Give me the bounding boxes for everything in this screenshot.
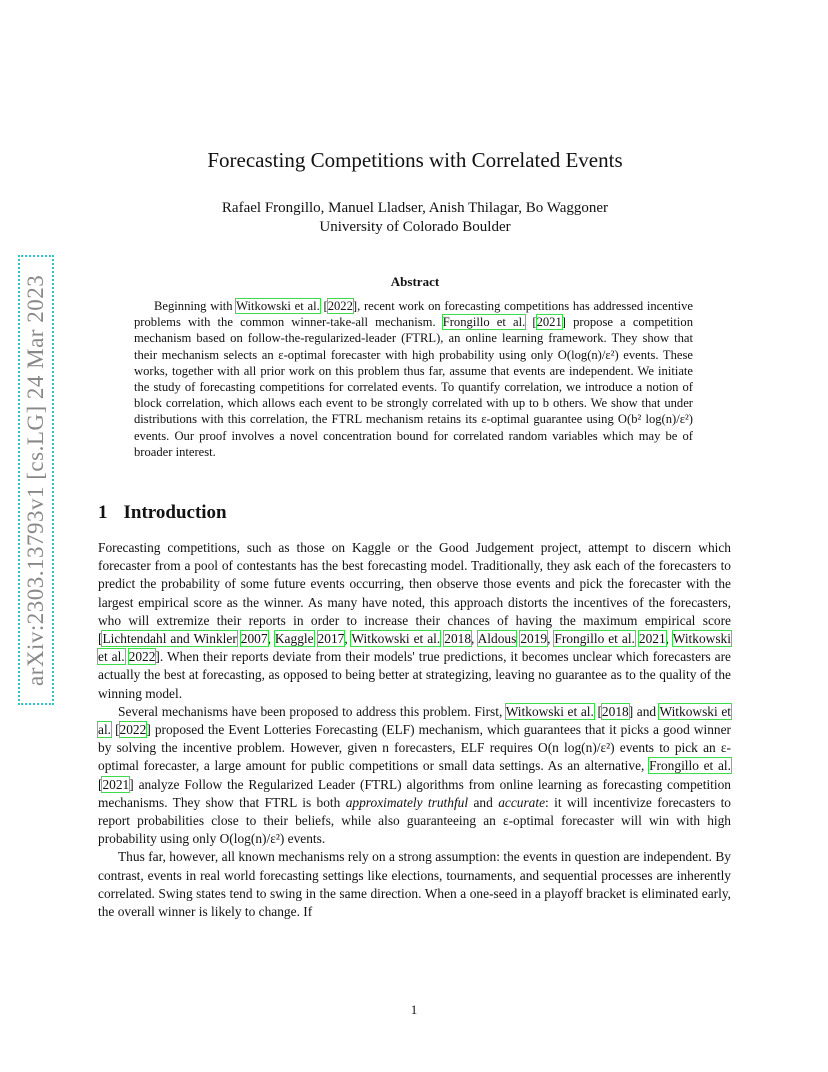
text-run: [ <box>98 776 103 792</box>
text-run: , <box>665 631 673 647</box>
paragraph-3 <box>98 848 731 921</box>
citation-link[interactable]: Witkowski et al. <box>236 299 320 313</box>
text-run: , <box>267 631 275 647</box>
section-number: 1 <box>98 502 108 523</box>
text-run: Beginning with <box>154 299 237 313</box>
text-run: ], recent work on forecasting competitions has addressed incentive problems with the common winner-take-all mechanism. <box>134 299 694 330</box>
citation-link[interactable]: Frongillo et al. <box>442 315 526 330</box>
text-run: ] analyze Follow the Regularized Leader (FTRL) algorithms from online learning as forecasting competition mechanisms. They show that FTRL is both <box>98 776 731 810</box>
text-run: ] and <box>628 703 660 719</box>
citation-link[interactable]: Witkowski et al. <box>98 703 731 738</box>
abstract-heading: Abstract <box>390 274 440 289</box>
citation-link[interactable]: 2022 <box>327 299 353 313</box>
affiliation: University of Colorado Boulder <box>319 219 511 235</box>
text-run: , <box>471 631 478 647</box>
citation-link[interactable]: 2021 <box>102 776 130 792</box>
body-text <box>98 539 731 921</box>
citation-link[interactable]: 2022 <box>128 649 156 665</box>
citation-link[interactable]: Frongillo et al. <box>649 758 731 774</box>
text-run: [ <box>319 299 328 313</box>
citation-link[interactable]: Frongillo et al. <box>554 631 635 647</box>
text-run: and <box>468 794 499 810</box>
paper-title: Forecasting Competitions with Correlated Events <box>207 148 623 172</box>
section-heading <box>98 502 227 524</box>
text-run: ]. When their reports deviate from their models' true predictions, it becomes unclear which forecasters are actually the best at forecasting, as opposed to being better at strategizing, leaving no guarantee as to the quality of the winning model. <box>98 649 731 701</box>
author-list: Rafael Frongillo, Manuel Lladser, Anish Thilagar, Bo Waggoner <box>221 200 609 216</box>
text-run <box>314 631 318 646</box>
text-run: ] proposed the Event Lotteries Forecasting (ELF) mechanism, which guarantees that it picks a good winner by solving the incentive problem. However, given n forecasters, ELF requires O(n log(n)/ε²) events to pick an ε-optimal forecaster, a large amount for public competitions or small data settings. As an alternative, <box>98 722 731 774</box>
citation-link[interactable]: 2021 <box>536 315 562 330</box>
arxiv-identifier[interactable]: arXiv:2303.13793v1 [cs.LG] 24 Mar 2023 <box>18 255 54 705</box>
citation-link[interactable]: 2021 <box>638 631 666 647</box>
citation-link[interactable]: Witkowski et al. <box>98 631 731 665</box>
citation-link[interactable]: 2018 <box>444 631 472 647</box>
citation-link[interactable]: Witkowski et al. <box>351 631 441 647</box>
citation-link[interactable]: Witkowski et al. <box>505 703 594 719</box>
citation-link[interactable]: 2022 <box>119 722 147 738</box>
paragraph-2 <box>98 703 731 849</box>
text-run: [ <box>111 722 120 738</box>
citation-link[interactable]: 2018 <box>601 703 629 719</box>
citation-link[interactable]: 2007 <box>240 631 268 647</box>
author-block <box>100 199 730 237</box>
citation-link[interactable]: 2017 <box>317 631 345 647</box>
text-run: [ <box>593 703 602 719</box>
text-run: ] propose a competition mechanism based on follow-the-regularized-leader (FTRL), an online learning framework. They show that their mechanism selects an ε-optimal forecaster with high probability using only O(log(n)/ε²) events. These works, together with all prior work on this problem thus far, assume that events are independent. We initiate the study of forecasting competitions for correlated events. To quantify correlation, we introduce a notion of block correlation, which allows each event to be strongly correlated with up to b others. We show that under distributions with this correlation, the FTRL mechanism retains its ε-optimal guarantee using O(b² log(n)/ε²) events. Our proof involves a novel concentration bound for correlated random variables which may be of broader interest. <box>134 315 694 459</box>
emphasis: approximately truthful <box>345 794 469 810</box>
text-run: , <box>547 631 555 647</box>
emphasis: accurate <box>498 794 546 810</box>
citation-link[interactable]: Lichtendahl and Winkler <box>102 631 237 647</box>
citation-link[interactable]: Aldous <box>477 631 517 647</box>
text-run: Thus far, however, all known mechanisms rely on a strong assumption: the events in question are independent. By contrast, events in real world forecasting settings like elections, tournaments, and sequential processes are inherently correlated. Swing states tend to swing in the same direction. When a one-seed in a playoff bracket is eliminated early, the overall winner is likely to change. If <box>98 849 731 920</box>
citation-link[interactable]: 2019 <box>520 631 548 647</box>
section-title: Introduction <box>123 502 227 523</box>
paragraph-1 <box>98 539 731 703</box>
text-run: Several mechanisms have been proposed to address this problem. First, <box>118 703 506 719</box>
page-number: 1 <box>410 1002 418 1017</box>
text-run: , <box>344 631 352 647</box>
text-run: Forecasting competitions, such as those on Kaggle or the Good Judgement project, attempt to discern which forecaster from a pool of contestants has the best forecasting model. Traditionally, they ask each of the forecasters to predict the probability of some future events occurring, then observe those events and pick the forecaster with the largest empirical score as the winner. As many have noted, this approach distorts the incentives of the forecasters, who will extremize their reports in order to increase their chances of having the maximum empirical score [ <box>98 540 731 647</box>
text-run: : it will incentivize forecasters to report probabilities close to their beliefs, while also guaranteeing an ε-optimal forecaster will win with high probability using only O(log(n)/ε²) events. <box>98 794 732 847</box>
citation-link[interactable]: Kaggle <box>274 631 314 647</box>
abstract-text <box>134 298 693 460</box>
text-run: [ <box>525 315 537 330</box>
